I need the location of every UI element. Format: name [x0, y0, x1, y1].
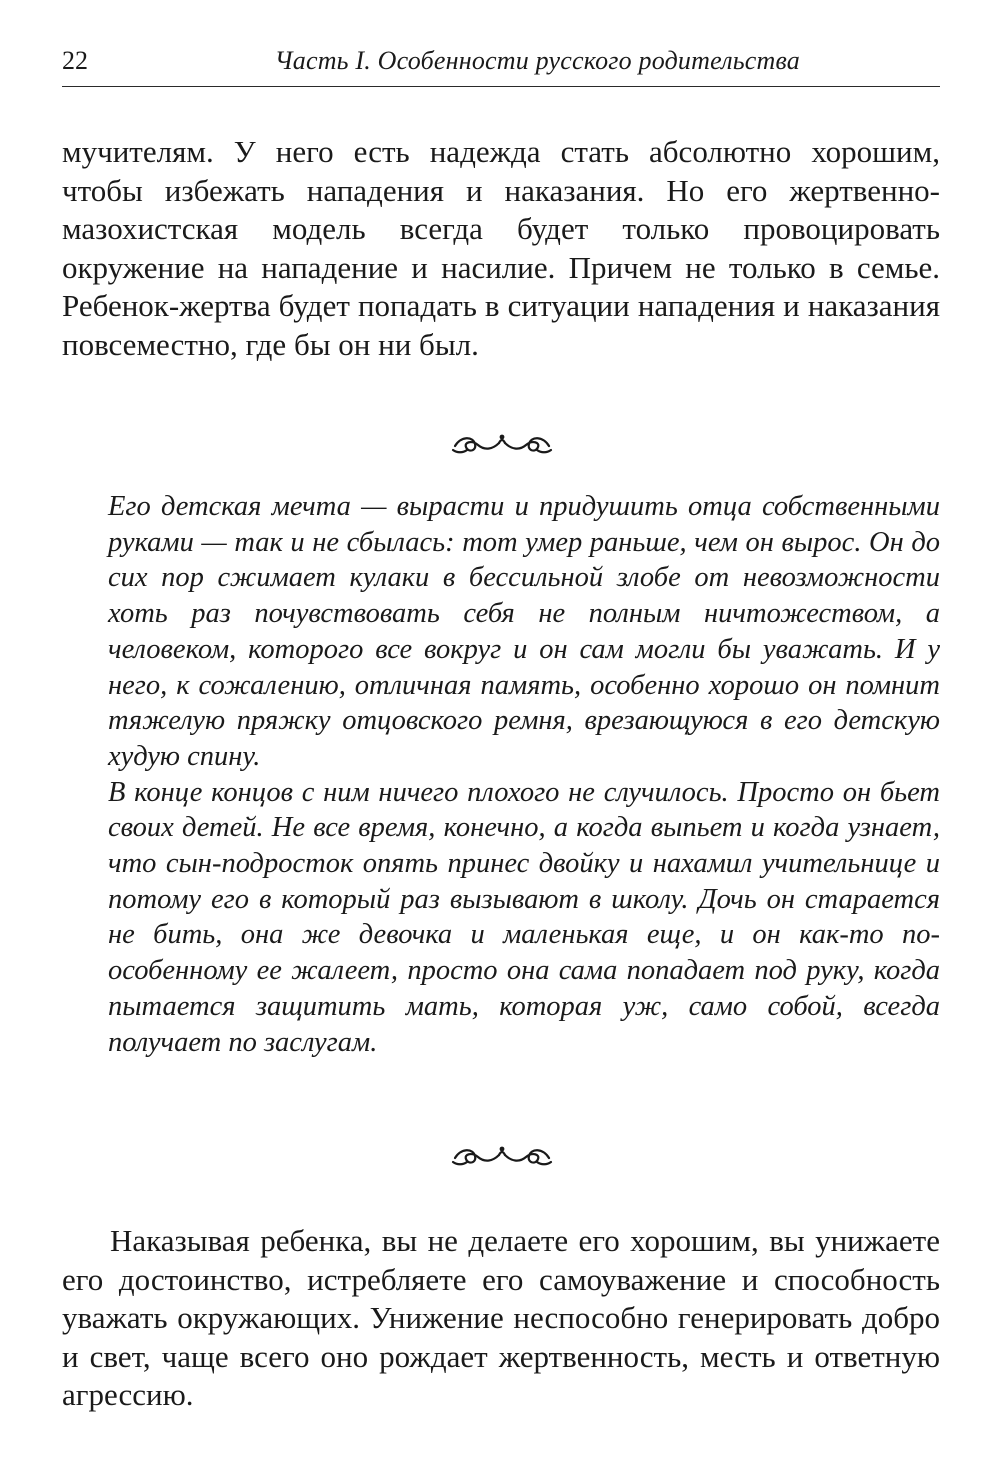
running-head: Часть I. Особенности русского родительства	[274, 46, 800, 75]
quote-paragraph-1: Его детская мечта — вырасти и придушить отца собственными руками — так и не сбылась: тот умер раньше, чем он вырос. Он до сих пор сжимает кулаки в бессильной злобе от невозможности хоть раз почувствовать себя не полным ничтожеством, а человеком, которого все вокруг и он сам могли бы уважать. И у него, к сожалению, отличная память, особенно хорошо он помнит тяжелую пряжку отцовского ремня, врезающуюся в его детскую худую спину.	[108, 491, 940, 772]
paragraph-top: мучителям. У него есть надежда стать абсолютно хорошим, чтобы избежать нападения и наказания. Но его жертвенно-мазохистская модель всегда будет только провоцировать окружение на нападение и насилие. Причем не только в семье. Ребенок-жертва будет попадать в ситуации нападения и наказания повсеместно, где бы он ни был.	[62, 134, 940, 362]
paragraph-bottom: Наказывая ребенка, вы не делаете его хорошим, вы унижаете его достоинство, истребляете его самоуважение и способность уважать окружающих. Унижение неспособно генерировать добро и свет, чаще всего оно рождает жертвенность, месть и ответную агрессию.	[62, 1223, 940, 1413]
fleuron-divider-icon	[447, 428, 557, 458]
quote-paragraph-2: В конце концов с ним ничего плохого не случилось. Просто он бьет своих детей. Не все время, конечно, а когда выпьет и когда узнает, что сын-подросток опять принес двойку и нахамил учительнице и потому его в который раз вызывают в школу. Дочь он старается не бить, она же девочка и маленькая еще, и он как-то по-особенному ее жалеет, просто она сама попадает под руку, когда пытается защитить мать, которая уж, само собой, всегда получает по заслугам.	[108, 776, 940, 1058]
fleuron-divider-icon	[447, 1140, 557, 1170]
page-header	[62, 42, 940, 87]
page-number: 22	[62, 46, 88, 75]
quote-block	[108, 489, 940, 1060]
